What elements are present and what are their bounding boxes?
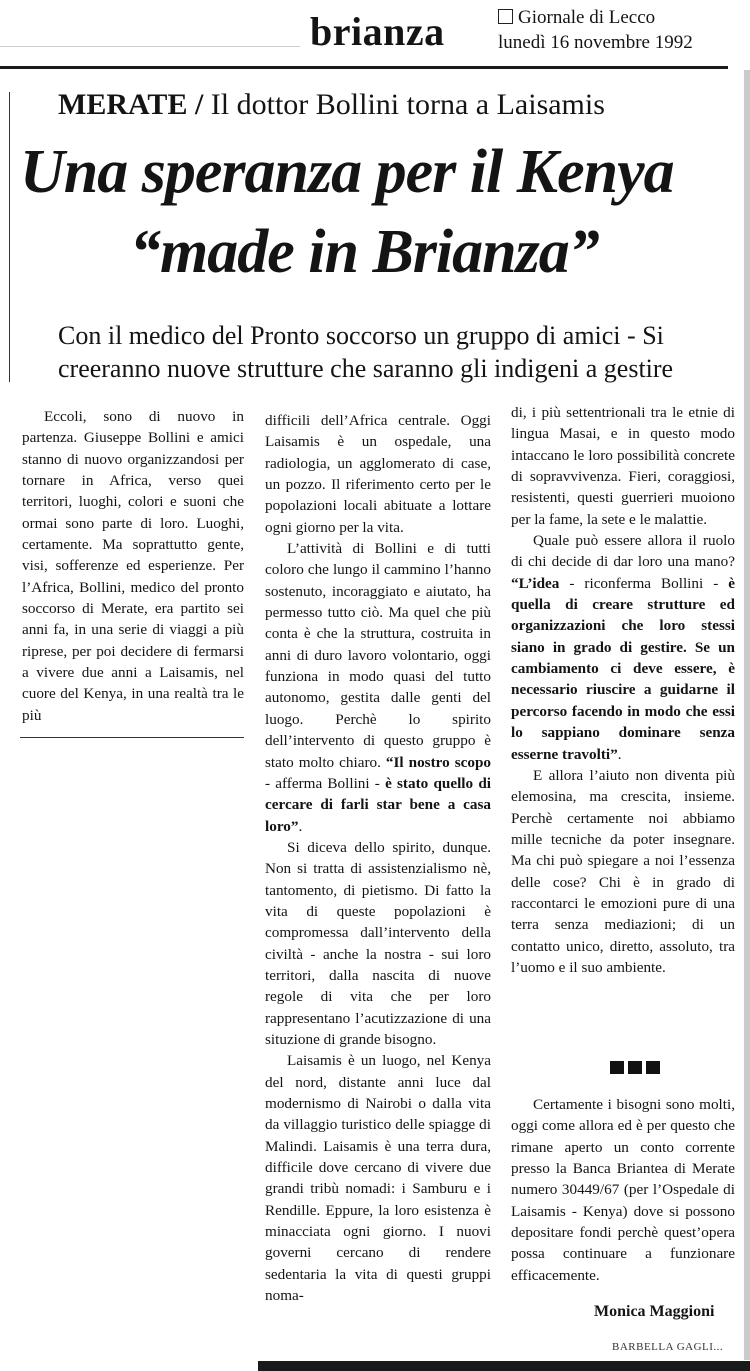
paragraph: difficili dell’Africa centrale. Oggi Laisamis è un ospedale, una radiologia, un agglomerato di case, un pozzo. Il riferimento certo per le popolazioni locali abituate a lottare ogni giorno per la vita. — [265, 412, 491, 536]
article-frame-rule — [9, 92, 10, 382]
kicker — [58, 88, 605, 123]
kicker-text: Il dottor Bollini torna a Laisamis — [210, 88, 605, 121]
subheadline — [58, 320, 673, 386]
paragraph-text: Quale può essere allora il ruolo di chi decide di dar loro una mano? — [511, 532, 735, 571]
section-title: brianza — [310, 9, 445, 54]
checkbox-icon — [498, 9, 513, 24]
paragraph: Laisamis è un luogo, nel Kenya del nord, distante anni luce dal modernismo di Nairobi o dalla vita da villaggio turistico delle spiagge di Malindi. Laisamis è una terra dura, difficile dove cercano di vivere due grandi tribù nomadi: i Samburu e i Rendille. Eppure, la loro esistenza è minacciata ogni giorno. I nuovi governi cercano di rendere sedentaria la vita di questi gruppi noma- — [265, 1052, 491, 1305]
paragraph: Eccoli, sono di nuovo in partenza. Giuseppe Bollini e amici stanno di nuovo organizzandosi per tornare in Africa, verso quei territori, luoghi, colori e suoni che ormai sono parte di loro. Luoghi, certamente. Ma soprattutto gente, visi, sofferenze ed esperienze. Per l’Africa, Bollini, medico del pronto soccorso di Merate, era partito sei anni fa, in una serie di viaggi a più riprese, per poi decidere di fermarsi a vivere due anni a Laisamis, nel cuore del Kenya, in una realtà tra le più — [22, 408, 244, 724]
paragraph-with-quote — [511, 530, 735, 765]
square-icon — [646, 1061, 660, 1074]
body-column-3 — [511, 402, 735, 978]
paragraph: E allora l’aiuto non diventa più elemosina, ma crescita, insieme. Perchè certamente noi abbiamo mille tecniche da poter insegnare. Ma chi può spiegare a noi l’essenza delle cose? Chi è in grado di raccontarci le emozioni pure di una terra senza mediazioni; di un contatto unico, diretto, assoluto, tra l’uomo e il suo ambiente. — [511, 766, 735, 976]
body-column-1 — [22, 406, 244, 726]
paragraph-text: . — [617, 745, 622, 763]
subheadline-line-2: creeranno nuove strutture che saranno gli indigeni a gestire — [58, 353, 674, 383]
square-icon — [610, 1061, 624, 1074]
body-column-2 — [265, 410, 491, 1306]
newspaper-name — [498, 8, 655, 29]
author-byline: Monica Maggioni — [594, 1303, 715, 1320]
clipping-credit: BARBELLA GAGLI... — [612, 1341, 724, 1353]
body-column-3-continued — [511, 1094, 735, 1286]
paragraph-text: . — [298, 817, 303, 835]
publication-date: lunedì 16 novembre 1992 — [498, 32, 693, 53]
header-rule — [0, 66, 728, 69]
bleed-through-line — [0, 46, 300, 47]
quote-bold: “Il nostro scopo — [385, 753, 492, 771]
scan-bottom-edge — [258, 1361, 750, 1371]
quote-bold: “L’idea — [511, 574, 560, 592]
headline-line-1: Una speranza per il Kenya — [20, 138, 674, 206]
square-icon — [628, 1061, 642, 1074]
column-end-rule — [20, 737, 244, 738]
scan-edge — [744, 70, 750, 1360]
paragraph-text: - riconferma Bollini - — [559, 574, 729, 592]
paragraph: Certamente i bisogni sono molti, oggi come allora ed è per questo che rimane aperto un conto corrente presso la Banca Briantea di Merate numero 30449/67 (per l’Ospedale di Laisamis - Kenya) dove si possono depositare fondi perchè quest’opera possa continuare a funzionare efficacemente. — [511, 1096, 735, 1284]
quote-bold: è stato quello di cercare di farli star bene a casa loro” — [265, 774, 491, 835]
quote-bold: è quella di creare strutture ed organizzazioni che loro stessi siano in grado di gestire. Se un cambiamento ci deve essere, è necessario riuscire a guidarne il percorso facendo in modo che essi lo sappiano dominare senza esserne travolti” — [511, 574, 735, 763]
paragraph: di, i più settentrionali tra le etnie di lingua Masai, e in questo modo intaccano le loro possibilità concrete di sopravvivenza. Fieri, coraggiosi, resistenti, questi guerrieri muoiono per la fame, la sete e le malattie. — [511, 404, 735, 528]
subheadline-line-1: Con il medico del Pronto soccorso un gruppo di amici - Si — [58, 321, 664, 350]
headline-line-2: “made in Brianza” — [130, 218, 599, 286]
paragraph-text: L’attività di Bollini e di tutti coloro che lungo il cammino l’hanno sostenuto, incoraggiato e aiutato, ha permesso tutto ciò. Ma quel che più conta è che la struttura, costruita in anni di duro lavoro volontario, oggi funziona in modo quasi del tutto autonomo, gestita dalle genti del luogo. Perchè lo spirito dell’intervento di questo gruppo è stato molto chiaro. — [265, 540, 491, 771]
paragraph: Si diceva dello spirito, dunque. Non si tratta di assistenzialismo nè, tantomento, di pietismo. Di fatto la vita di queste popolazioni è compromessa dall’intervento della civiltà - anche la nostra - sui loro territori, dalla nascita di nuove regole di vita che per loro rappresentano l’acutizzazione di una situzione di grande bisogno. — [265, 838, 491, 1048]
section-break-ornament — [610, 1059, 664, 1077]
paragraph-with-quote — [265, 538, 491, 837]
kicker-separator: / — [194, 88, 204, 121]
newspaper-name-text: Giornale di Lecco — [518, 7, 656, 28]
kicker-place: MERATE — [58, 88, 188, 121]
paragraph-text: - afferma Bollini - — [265, 774, 386, 792]
